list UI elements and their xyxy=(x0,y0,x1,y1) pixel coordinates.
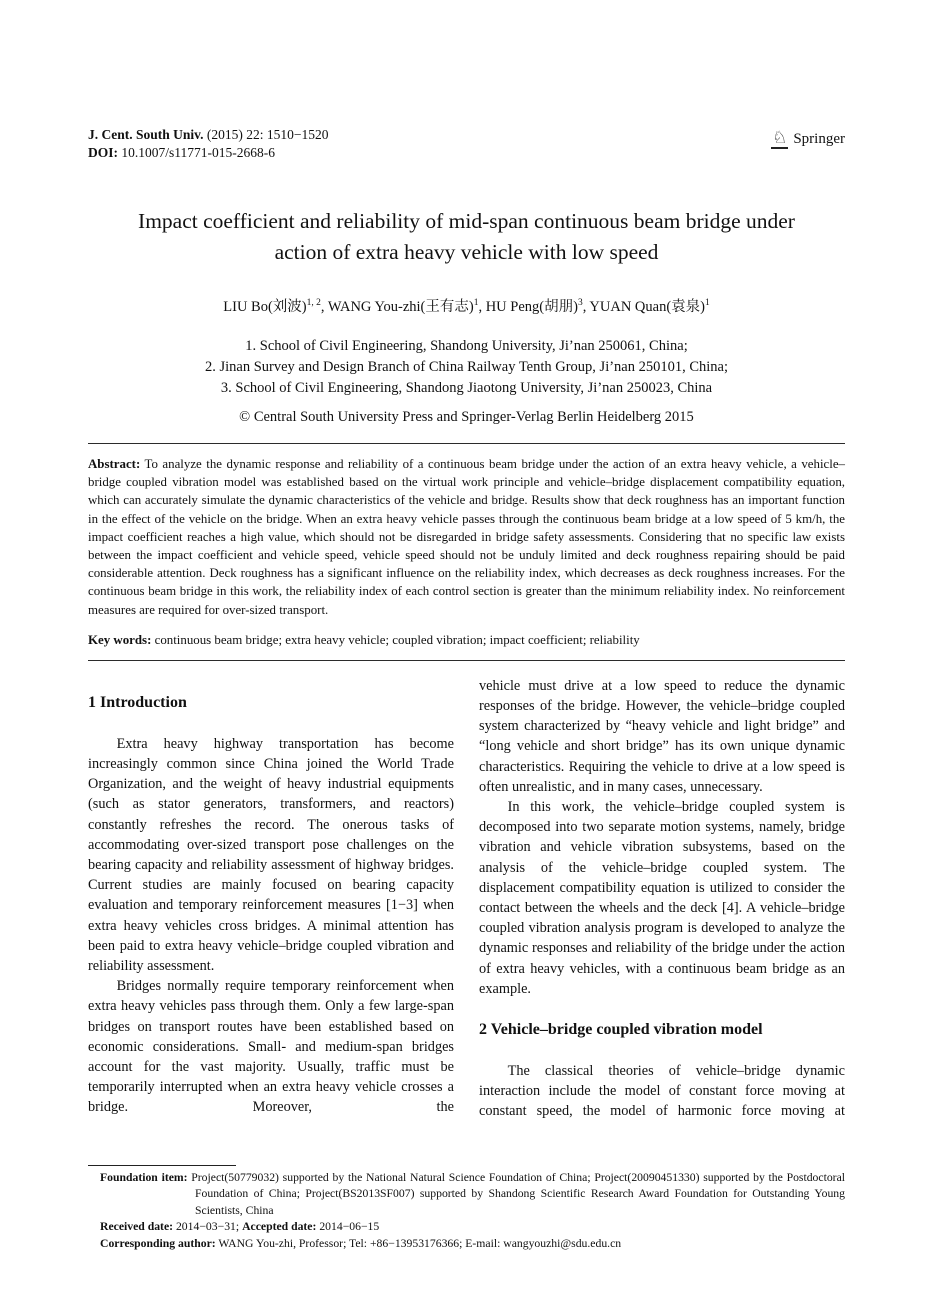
journal-citation-block xyxy=(88,126,329,162)
section-heading-model: 2 Vehicle–bridge coupled vibration model xyxy=(479,1021,763,1039)
author-name: WANG You-zhi(王有志) xyxy=(327,299,474,315)
intro-paragraph-2-continuation: vehicle must drive at a low speed to reduce the dynamic responses of the bridge. However, the vehicle–bridge coupled system characterized by “heavy vehicle and light bridge” and “long vehicle and short bridge” has its own unique dynamic characteristics. Requiring the vehicle to drive at a low speed is often unrealistic, and in many cases, unnecessary. xyxy=(479,677,845,795)
section-heading-introduction: 1 Introduction xyxy=(88,693,187,711)
paper-page xyxy=(88,0,845,1252)
journal-citation xyxy=(88,126,329,144)
author xyxy=(486,299,590,315)
dates-line xyxy=(88,1219,845,1236)
springer-horse-icon: ♘ xyxy=(772,128,788,147)
paper-title: Impact coefficient and reliability of mid-span continuous beam bridge under action of extra heavy vehicle with low speed xyxy=(138,209,795,264)
journal-name: J. Cent. South Univ. xyxy=(88,127,204,142)
corresponding-author-line xyxy=(88,1236,845,1253)
springer-wordmark: Springer xyxy=(793,131,845,147)
author-affil-sup: 1 xyxy=(473,298,479,309)
model-paragraph-1: The classical theories of vehicle–bridge dynamic interaction include the model of constant force moving at constant speed, the model of harmonic force moving at xyxy=(479,1063,845,1120)
doi-value: 10.1007/s11771-015-2668-6 xyxy=(118,145,275,160)
accepted-date-label: Accepted date: xyxy=(242,1220,317,1234)
abstract-text: To analyze the dynamic response and reliability of a continuous beam bridge under the action of an extra heavy vehicle, a vehicle–bridge coupled vibration model was established based on the virtual work principle and vehicle–bridge displacement compatibility equation, which can accurately simulate the dynamic characteristics of the vehicle and bridge. Results show that deck roughness has an important function in the effect of the vehicle on the bridge. When an extra heavy vehicle passes through the continuous beam bridge at a low speed of 5 km/h, the impact coefficient reaches a high value, which should not be disregarded in bridge safety assessments. Considering that no specific law exists between the impact coefficient and vehicle speed, vehicle speed should not be unduly limited and deck roughness repairing should be paid considerable attention. Deck roughness has a significant influence on the reliability index, which decreases as deck roughness increases. For the continuous beam bridge in this work, the reliability index of each control section is greater than the minimum reliability index. No reinforcement measures are required for over-sized transport. xyxy=(88,457,845,617)
author-line xyxy=(88,295,845,316)
author-separator: , xyxy=(478,299,486,315)
keywords-line xyxy=(88,631,845,649)
affiliation-2: 2. Jinan Survey and Design Branch of China Railway Tenth Group, Ji’nan 250101, China; xyxy=(204,359,729,375)
received-date-value: 2014−03−31; xyxy=(173,1220,243,1234)
author-affil-sup: 1, 2 xyxy=(306,298,321,309)
abstract-label: Abstract: xyxy=(88,457,141,471)
doi-line xyxy=(88,144,329,162)
footnote-rule xyxy=(88,1165,236,1166)
foundation-item-text: Project(50779032) supported by the National Natural Science Foundation of China; Project(20090451330) supported by the Postdoctoral Foundation of China; Project(BS2013SF007) supported by Shandong Scientific Research Award Foundation for Outstanding Young Scientists, China xyxy=(187,1170,846,1217)
footnote-block xyxy=(88,1165,845,1253)
right-column xyxy=(479,676,845,1150)
foundation-item-label: Foundation item: xyxy=(100,1170,188,1184)
intro-paragraph-3: In this work, the vehicle–bridge coupled system is decomposed into two separate motion systems, namely, bridge vibration and vehicle vibration subsystems, based on the analysis of the vehicle–bridge coupled system. The displacement compatibility equation is utilized to consider the contact between the wheels and the deck [4]. A vehicle–bridge coupled vibration analysis program is developed to analyze the dynamic responses and reliability of the bridge under the action of extra heavy vehicles, with a continuous beam bridge as an example. xyxy=(479,799,845,997)
author-separator: , xyxy=(582,299,590,315)
doi-label: DOI: xyxy=(88,145,118,160)
author xyxy=(328,299,486,315)
corresponding-author-label: Corresponding author: xyxy=(100,1236,216,1250)
body-columns xyxy=(88,676,845,1150)
author-affil-sup: 1 xyxy=(704,298,710,309)
springer-logo xyxy=(771,129,845,149)
author-separator: , xyxy=(320,299,328,315)
keywords-text: continuous beam bridge; extra heavy vehicle; coupled vibration; impact coefficient; reliability xyxy=(151,632,640,647)
affiliation-3: 3. School of Civil Engineering, Shandong Jiaotong University, Ji’nan 250023, China xyxy=(220,380,713,396)
author-name: LIU Bo(刘波) xyxy=(223,299,307,315)
intro-paragraph-2: Bridges normally require temporary reinforcement when extra heavy vehicles pass through them. Only a few large-span bridges on transport routes have been established based on economic considerations. Small- and medium-span bridges account for the vast majority. Usually, traffic must be temporarily interrupted when an extra heavy vehicle crosses a bridge. Moreover, the xyxy=(88,978,454,1116)
accepted-date-value: 2014−06−15 xyxy=(316,1220,380,1234)
journal-header xyxy=(88,126,845,162)
foundation-item-line xyxy=(88,1170,845,1220)
affiliation-list xyxy=(88,336,845,399)
author-name: YUAN Quan(袁泉) xyxy=(589,299,705,315)
affiliation-1: 1. School of Civil Engineering, Shandong University, Ji’nan 250061, China; xyxy=(245,338,688,354)
keywords-label: Key words: xyxy=(88,632,152,647)
copyright-line: © Central South University Press and Springer-Verlag Berlin Heidelberg 2015 xyxy=(239,409,694,425)
left-column xyxy=(88,676,454,1150)
abstract-paragraph xyxy=(88,455,845,619)
author-affil-sup: 3 xyxy=(577,298,583,309)
journal-volume-pages: (2015) 22: 1510−1520 xyxy=(203,127,329,142)
intro-paragraph-1: Extra heavy highway transportation has become increasingly common since China joined the World Trade Organization, and the weight of heavy industrial equipments (such as stator generators, transformers, and reactors) constantly refreshes the record. The onerous tasks of accommodating over-sized transport pose challenges on the bearing capacity and reliability assessment of highway bridges. Current studies are mainly focused on bearing capacity evaluation and temporary reinforcement measures [1−3] when extra heavy vehicles cross bridges. A minimal attention has been paid to extra heavy vehicle–bridge coupled vibration and reliability assessment. xyxy=(88,735,454,975)
author xyxy=(223,299,328,315)
corresponding-author-text: WANG You-zhi, Professor; Tel: +86−13953176366; E-mail: wangyouzhi@sdu.edu.cn xyxy=(215,1236,622,1250)
author-name: HU Peng(胡朋) xyxy=(485,299,578,315)
divider-below-keywords xyxy=(88,660,845,661)
author xyxy=(589,299,709,315)
received-date-label: Received date: xyxy=(100,1220,174,1234)
divider-above-abstract xyxy=(88,443,845,444)
